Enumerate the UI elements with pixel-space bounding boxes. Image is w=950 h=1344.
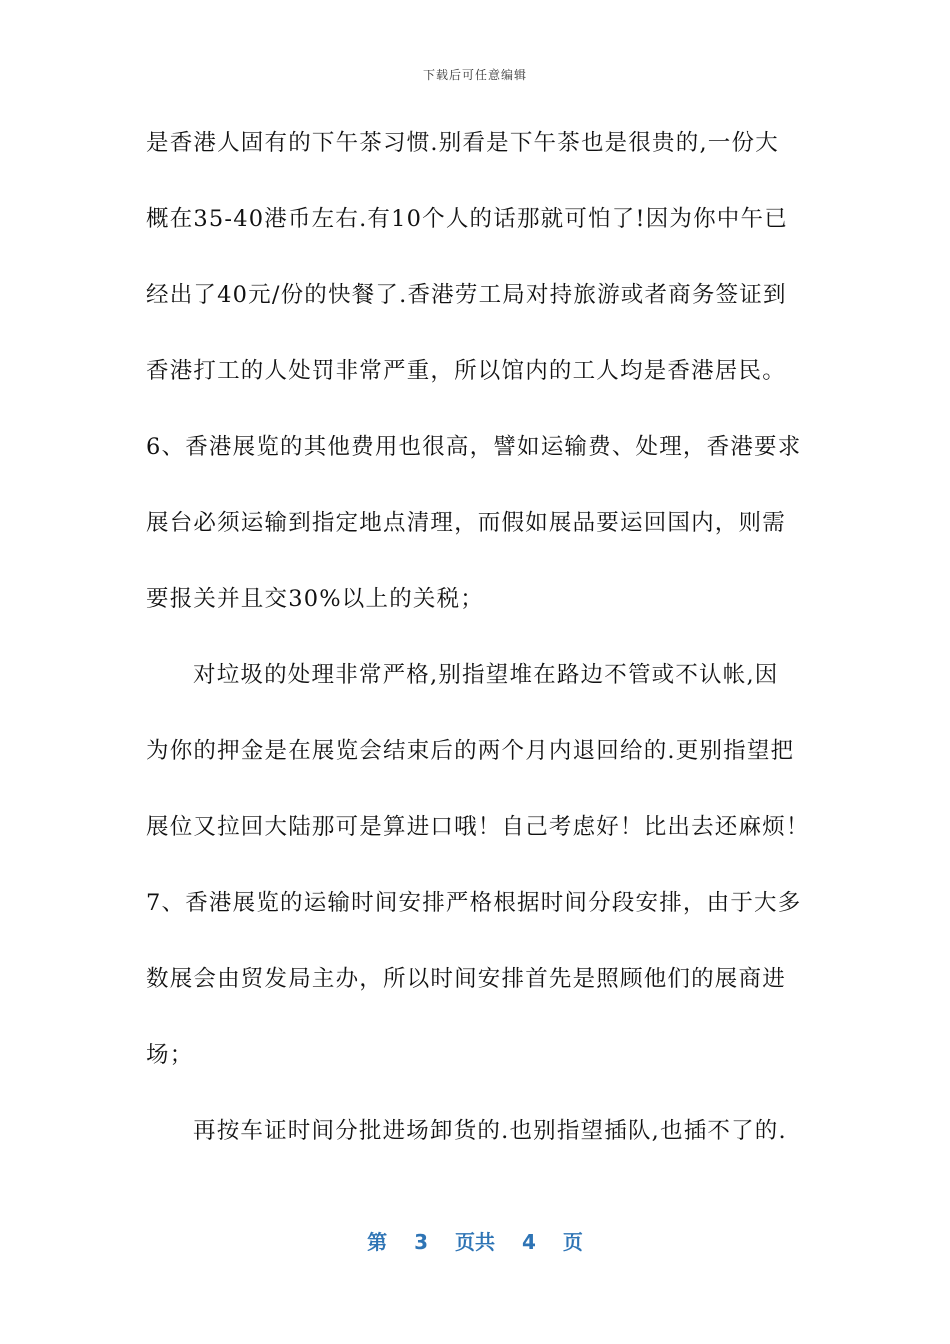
text-line: 概在35-40港币左右.有10个人的话那就可怕了!因为你中午已 xyxy=(146,206,788,232)
text-line: 6、香港展览的其他费用也很高，譬如运输费、处理，香港要求 xyxy=(146,434,802,460)
text-line: 对垃圾的处理非常严格,别指望堆在路边不管或不认帐,因 xyxy=(193,662,779,688)
footer-prefix: 第 xyxy=(367,1230,388,1254)
footer-middle: 页共 xyxy=(455,1230,495,1254)
text-line: 7、香港展览的运输时间安排严格根据时间分段安排，由于大多 xyxy=(146,890,802,916)
document-body xyxy=(146,125,810,1189)
text-line: 要报关并且交30%以上的关税； xyxy=(146,586,485,612)
page-footer xyxy=(0,1226,950,1255)
text-line: 经出了40元/份的快餐了.香港劳工局对持旅游或者商务签证到 xyxy=(146,282,787,308)
text-line: 展台必须运输到指定地点清理，而假如展品要运回国内，则需 xyxy=(146,510,786,536)
text-line: 展位又拉回大陆那可是算进口哦！自己考虑好！比出去还麻烦！ xyxy=(146,814,810,840)
text-line: 香港打工的人处罚非常严重，所以馆内的工人均是香港居民。 xyxy=(146,358,786,384)
text-line: 是香港人固有的下午茶习惯.别看是下午茶也是很贵的,一份大 xyxy=(146,130,779,156)
total-page-number: 4 xyxy=(521,1230,536,1254)
page-header: 下载后可任意编辑 xyxy=(422,68,527,82)
text-line: 数展会由贸发局主办，所以时间安排首先是照顾他们的展商进 xyxy=(146,966,786,992)
text-line: 场； xyxy=(146,1042,194,1068)
footer-suffix: 页 xyxy=(562,1230,583,1254)
text-line: 为你的押金是在展览会结束后的两个月内退回给的.更别指望把 xyxy=(146,738,795,764)
current-page-number: 3 xyxy=(414,1230,429,1254)
text-line: 再按车证时间分批进场卸货的.也别指望插队,也插不了的. xyxy=(193,1118,787,1144)
